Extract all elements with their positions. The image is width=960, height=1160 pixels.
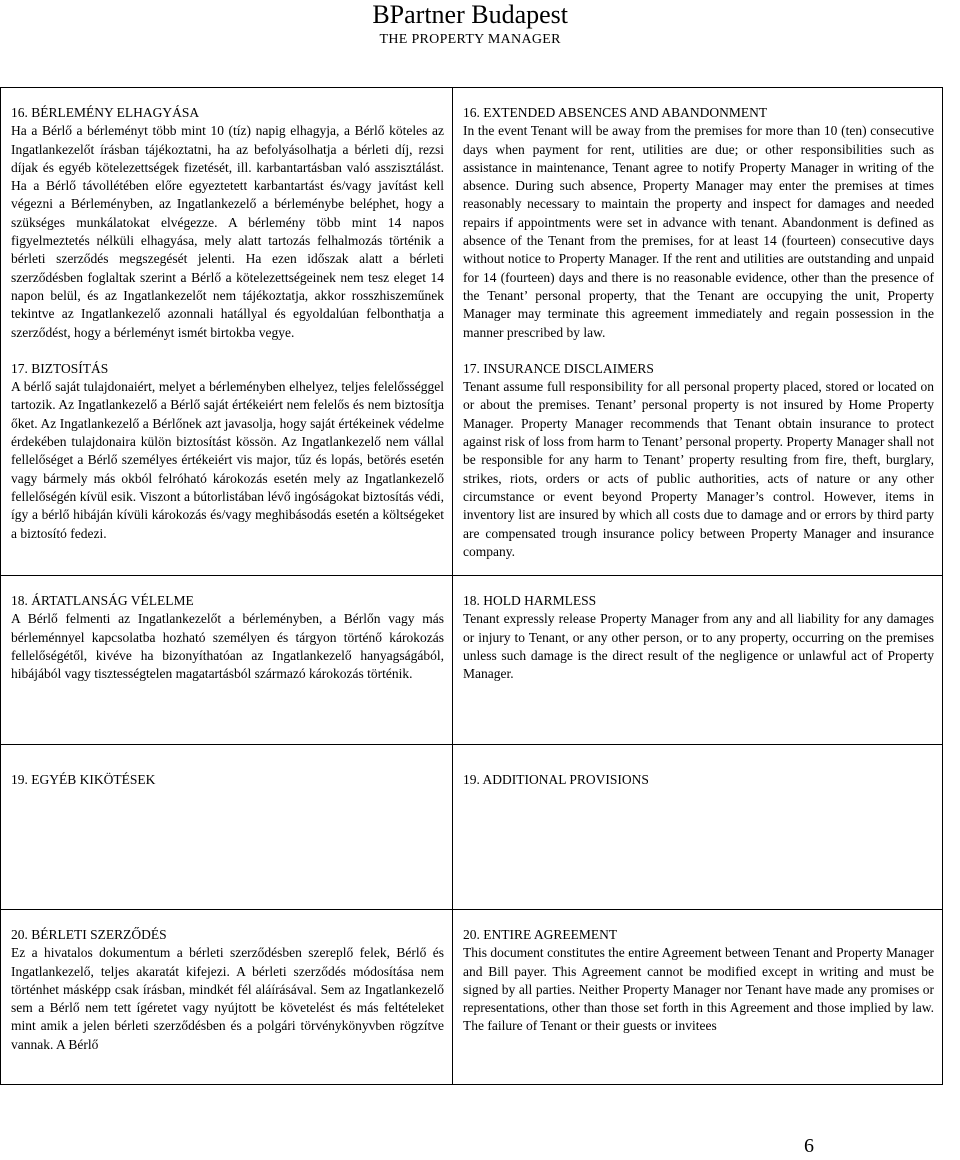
section-title: 20. ENTIRE AGREEMENT — [463, 926, 618, 942]
section-16-hu — [1, 88, 453, 576]
section-title: 19. ADDITIONAL PROVISIONS — [463, 771, 649, 787]
section-20-hu — [1, 909, 453, 1084]
page-header — [372, 0, 568, 48]
section-row-19 — [1, 744, 943, 909]
section-body: In the event Tenant will be away from the premises for more than 10 (ten) consecutive days when payment for rent, utilities are due; or other responsibilities such as assistance in maintenance, Tenant agree to notify Property Manager in writing of the absence. During such absence, Property Manager may enter the premises at times reasonably necessary to maintain the property and inspect for damages and needed repairs if appointments were set in advance with tenant. Abandonment is defined as absence of the Tenant from the premises, for at least 14 (fourteen) consecutive days without notice to Property Manager. If the rent and utilities are outstanding and unpaid for 14 (fourteen) days and there is no reasonable evidence, other than the presence of the Tenant’ personal property, that the Tenant are occupying the unit, Property Manager may terminate this agreement immediately and regain possession in the manner prescribed by law. — [463, 123, 934, 340]
section-body: A Bérlő felmenti az Ingatlankezelőt a bérleményben, a Bérlőn vagy más bérleménnyel kapcsolatba hozható személyen és tárgyon történő károkozás fellelőségétől, kivéve ha bizonyíthatóan az Ingatlankezelő hanyagságából, hibájából vagy tisztességtelen magatartásból származó károkozás történik. — [11, 611, 444, 682]
section-body: Tenant expressly release Property Manager from any and all liability for any damages or injury to Tenant, or any other person, or to any property, occurring on the premises unless such damage is the direct result of the negligence or unlawful act of Property Manager. — [463, 611, 934, 682]
section-title: 16. BÉRLEMÉNY ELHAGYÁSA — [11, 105, 200, 120]
section-title: 19. EGYÉB KIKÖTÉSEK — [11, 771, 156, 787]
page-number: 6 — [804, 1135, 814, 1157]
section-18-en — [453, 576, 943, 744]
section-20-en — [453, 909, 943, 1084]
section-19-en — [453, 744, 943, 909]
contract-table — [0, 87, 943, 1085]
section-body: This document constitutes the entire Agreement between Tenant and Property Manager and Bill payer. This Agreement cannot be modified except in writing and must be signed by all parties. Neither Property Manager nor Tenant have made any promises or representations, other than those set forth in this Agreement and those implied by law. The failure of Tenant or their guests or invitees — [463, 945, 934, 1034]
section-body: Ez a hivatalos dokumentum a bérleti szerződésben szereplő felek, Bérlő és Ingatlankezelő, teljes akaratát kifejezi. A bérleti szerződés módosítása nem történhet másképp csak írásban, mindkét fél aláírásával. Sem az Ingatlankezelő sem a Bérlő nem tett ígéretet vagy nyújtott be követelést és más feltételeket mint amik a jelen bérleti szerződésben és a polgári törvénykönyvben rögzítve vannak. A Bérlő — [11, 945, 444, 1052]
section-title: 17. INSURANCE DISCLAIMERS — [463, 360, 654, 376]
section-row-18 — [1, 576, 943, 744]
section-19-hu — [1, 744, 453, 909]
section-16-en — [453, 88, 943, 576]
section-18-hu — [1, 576, 453, 744]
brand-subtitle: THE PROPERTY MANAGER — [379, 32, 561, 47]
section-title: 16. EXTENDED ABSENCES AND ABANDONMENT — [463, 105, 768, 120]
section-title: 18. HOLD HARMLESS — [463, 593, 597, 609]
section-body: A bérlő saját tulajdonaiért, melyet a bérleményben elhelyez, teljes felelősséggel tartozik. Az Ingatlankezelő a Bérlő saját értékeiért nem felelős és nem biztosítja őket. Az Ingatlankezelő a Bérlőnek azt javasolja, hogy saját értékeinek védelme érdekében tulajdonaira külön biztosítást kössön. Az Ingatlankezelő nem vállal fellelőséget a Bérlő személyes értékeiért vis major, tűz és lopás, betörés esetén vagy bármely más okból felróható károkozás esetén mely az Ingatlankezelő fellelőségén kívül esik. Viszont a bútorlistában lévő ingóságokat biztosítás védi, így a bérlő hibáján kívüli károkozás és/vagy meghibásodás esetén a költségeket a biztosító fedezi. — [11, 379, 444, 541]
section-row-16 — [1, 88, 943, 576]
section-body: Tenant assume full responsibility for all personal property placed, stored or located on or about the premises. Tenant’ personal property is not insured by Home Property Manager. Property Manager recommends that Tenant obtain insurance to protect against risk of loss from harm to Tenant’ personal property. Property Manager shall not be responsible for any harm to Tenant’ property resulting from fire, theft, burglary, strikes, riots, orders or acts of public authorities, acts of nature or any other circumstance or event beyond Property Manager’s control. However, items in inventory list are insured by which all costs due to damage and or errors by third party are compensated trough insurance policy between Property Manager and insurance company. — [463, 379, 934, 559]
section-title: 18. ÁRTATLANSÁG VÉLELME — [11, 593, 194, 609]
section-title: 20. BÉRLETI SZERZŐDÉS — [11, 926, 167, 942]
brand-title: BPartner Budapest — [372, 0, 568, 29]
section-body: Ha a Bérlő a bérleményt több mint 10 (tíz) napig elhagyja, a Bérlő köteles az Ingatlankezelőt írásban tájékoztatni, ha az befolyásolhatja a bérleti díj, rezsi díjak és egyéb kötelezettségek fizetését, ill. karbantartásban való asszisztálást. Ha a Bérlő távollétében előre egyeztetett karbantartást és/vagy javítást kell végezni a Bérleményben, az Ingatlankezelő a bérleménybe beléphet, hogy a szükséges munkálatokat elvégezze. A bérlemény több mint 14 napos figyelmeztetés nélküli elhagyása, mely alatt tartozás felhalmozás történik a bérleti szerződés megszegését jelenti. Ha ezen időszak alatt a bérleti szerződésben foglaltak szerint a Bérlő a kötelezettségeinek nem tesz eleget 14 napon belül, és az Ingatlankezelőt nem tájékoztatja, akkor rosszhiszeműnek tekintve az Ingatlankezelő azonnali hatállyal és egyoldalúan felbonthatja a szerződést, hogy a bérleményt ismét birtokba vegye. — [11, 123, 444, 340]
section-row-20 — [1, 909, 943, 1084]
section-title: 17. BIZTOSÍTÁS — [11, 360, 109, 376]
